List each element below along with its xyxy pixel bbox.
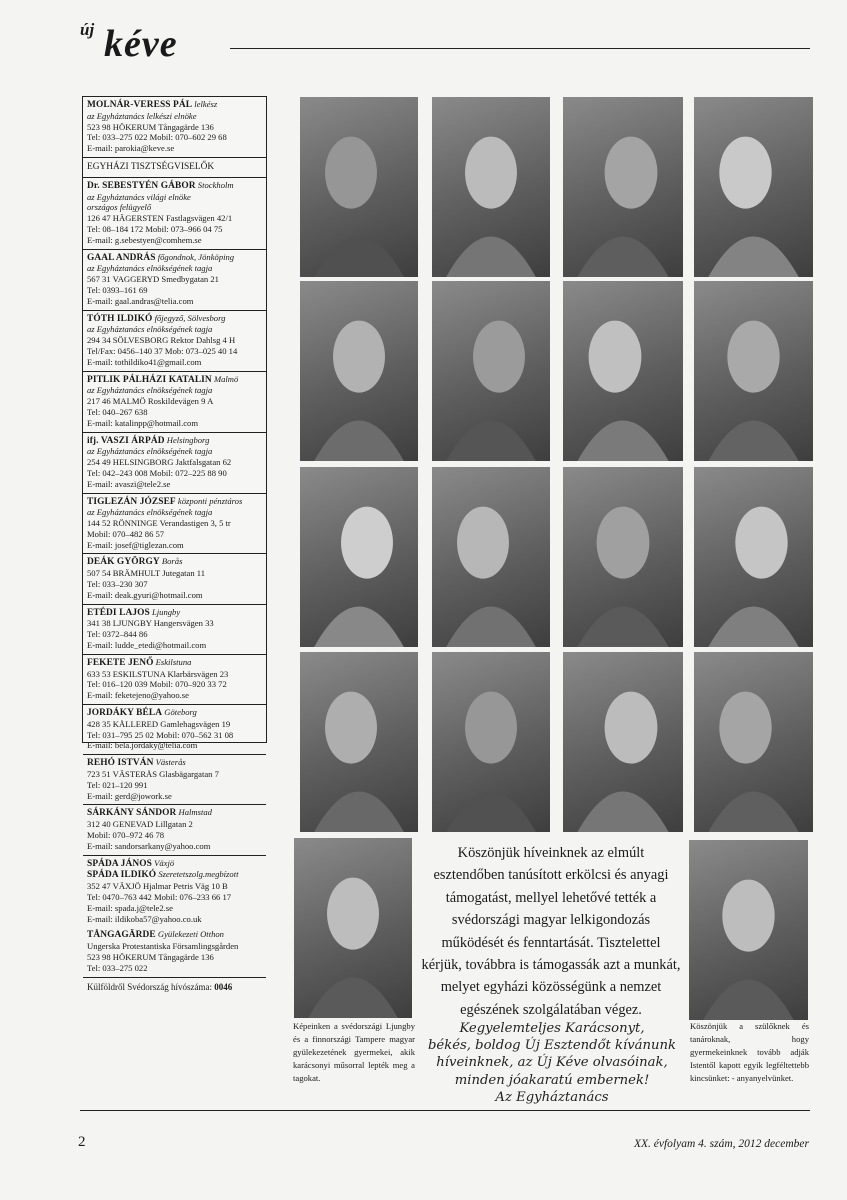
child-photo: [432, 467, 550, 647]
entry-name: TÅNGAGÄRDE: [87, 930, 156, 941]
entry-place-2: Szeretetszolg.megbízott: [158, 869, 239, 880]
entry-line: 126 47 HÄGERSTEN Fastlagsvägen 42/1: [87, 213, 233, 224]
entry-address: 523 98 HÖKERUM Tångagärde 136: [87, 121, 214, 132]
child-photo: [694, 467, 813, 647]
officer-entry: [83, 554, 266, 604]
entry-line: Ungerska Protestantiska Församlingsgården: [87, 941, 239, 952]
entry-role: az Egyháztanács elnökségének tagja: [87, 263, 213, 274]
child-photo: [563, 467, 683, 647]
dialing-code-label: Külföldről Svédország hívószáma:: [87, 981, 212, 992]
entry-line: 217 46 MALMÖ Roskildevägen 9 A: [87, 396, 214, 407]
entry-email[interactable]: E-mail: feketejeno@yahoo.se: [87, 690, 189, 701]
child-photo: [300, 652, 418, 832]
officer-entry: [83, 655, 266, 705]
entry-role: az Egyháztanács világi elnöke: [87, 191, 191, 202]
entry-place: Borås: [161, 556, 183, 567]
entry-name: TÓTH ILDIKÓ: [87, 313, 153, 324]
child-photo: [563, 97, 683, 277]
dialing-code-note: [83, 978, 266, 997]
entry-email[interactable]: E-mail: parokia@keve.se: [87, 143, 175, 154]
entry-name: ETÉDI LAJOS: [87, 607, 150, 618]
entry-line: Mobil: 070–482 86 57: [87, 528, 165, 539]
dialing-code: 0046: [214, 981, 233, 992]
entry-name: FEKETE JENŐ: [87, 657, 154, 668]
entry-place: Västerås: [155, 757, 186, 768]
entry-line: Tel: 040–267 638: [87, 406, 148, 417]
child-photo: [432, 281, 550, 461]
entry-line: 144 52 RÖNNINGE Verandastigen 3, 5 tr: [87, 518, 231, 529]
child-photo: [563, 652, 683, 832]
entry-line: Tel: 0372–844 86: [87, 629, 148, 640]
entry-place: Helsingborg: [166, 434, 210, 445]
entry-role: az Egyháztanács elnökségének tagja: [87, 446, 213, 457]
issue-info: XX. évfolyam 4. szám, 2012 december: [633, 1138, 809, 1150]
greeting-line: Kegyelemteljes Karácsonyt,: [459, 1021, 645, 1036]
entry-email[interactable]: E-mail: deak.gyuri@hotmail.com: [87, 589, 203, 600]
masthead-title: kéve: [104, 23, 178, 65]
masthead-prefix: új: [80, 20, 95, 39]
entry-email[interactable]: E-mail: ildikoba57@yahoo.co.uk: [87, 913, 202, 924]
entry-place: főjegyző, Sölvesborg: [154, 312, 226, 323]
officer-entry: [83, 433, 266, 494]
entry-email[interactable]: E-mail: spada.j@tele2.se: [87, 902, 173, 913]
entry-place: Halmstad: [178, 807, 212, 818]
entry-address: 523 98 HÖKERUM Tångagärde 136: [87, 951, 214, 962]
entry-name-2: SPÁDA ILDIKÓ: [87, 870, 157, 881]
entry-email[interactable]: E-mail: g.sebestyen@comhem.se: [87, 234, 202, 245]
child-photo: [300, 467, 418, 647]
photo-caption-left: Képeinken a svédországi Ljungby és a finnországi Tampere magyar gyülekezetének gyermekei, akik karácsonyi műsorral lepték meg a tagokat.: [293, 1021, 415, 1083]
entry-role: az Egyháztanács elnökségének tagja: [87, 385, 213, 396]
entry-place: Gyülekezeti Otthon: [157, 929, 224, 940]
entry-place: lelkész: [194, 99, 218, 109]
officer-directory: [82, 96, 267, 992]
masthead: [80, 18, 810, 68]
entry-line: 341 38 LJUNGBY Hangersvägen 33: [87, 618, 214, 629]
entry-line: 254 49 HELSINGBORG Jaktfalsgatan 62: [87, 457, 232, 468]
entry-name: JORDÁKY BÉLA: [87, 708, 163, 719]
officer-list: [83, 178, 266, 928]
entry-name: ifj. VASZI ÁRPÁD: [87, 435, 165, 446]
entry-email[interactable]: E-mail: gerd@jowork.se: [87, 790, 172, 801]
entry-line: Tel: 042–243 008 Mobil: 072–225 88 90: [87, 467, 227, 478]
officer-entry: [83, 705, 266, 755]
entry-line: 633 53 ESKILSTUNA Klarbärsvägen 23: [87, 668, 229, 679]
child-photo: [694, 97, 813, 277]
entry-email[interactable]: E-mail: katalinpp@hotmail.com: [87, 417, 199, 428]
officer-entry: [83, 856, 266, 928]
home-entry: [83, 927, 266, 977]
entry-role: az Egyháztanács lelkészi elnöke: [87, 110, 197, 121]
entry-line: Tel: 016–120 039 Mobil: 070–920 33 72: [87, 679, 227, 690]
entry-line: 312 40 GENEVAD Lillgatan 2: [87, 819, 193, 830]
officer-entry: [83, 755, 266, 805]
entry-line: Tel: 021–120 991: [87, 779, 148, 790]
officer-entry: [83, 372, 266, 433]
greeting-line: békés, boldog Új Esztendőt kívánunk: [427, 1038, 676, 1054]
entry-name: PITLIK PÁLHÁZI KATALIN: [87, 374, 212, 385]
greeting-line: híveinknek, az Új Kéve olvasóinak,: [436, 1055, 668, 1071]
entry-line: 428 35 KÅLLERED Gamlehagsvägen 19: [87, 718, 231, 729]
child-photo: [294, 838, 412, 1018]
thanks-message: Köszönjük híveinknek az elmúlt esztendőben tanúsított erkölcsi és anyagi támogatást, mellyel lehetővé tették a svédországi magyar lelkigondozás működését és fenntartását. Tisztelettel kérjük, továbbra is támogassák azt a munkát, melyet egyházi közösségünk a nemzet egészének szolgálatában végez.: [421, 845, 681, 1018]
entry-place: Stockholm: [197, 179, 234, 190]
entry-line: 294 34 SÖLVESBORG Rektor Dahlsg 4 H: [87, 335, 236, 346]
officer-entry: [83, 605, 266, 655]
child-photo: [432, 97, 550, 277]
entry-email[interactable]: E-mail: gaal.andras@telia.com: [87, 295, 194, 306]
entry-line: Tel: 033–230 307: [87, 579, 148, 590]
entry-line: Tel: 031–795 25 02 Mobil: 070–562 31 08: [87, 729, 234, 740]
footer-rule: [80, 1110, 810, 1111]
entry-email[interactable]: E-mail: bela.jordaky@telia.com: [87, 740, 198, 751]
masthead-rule: [230, 48, 810, 49]
entry-place: központi pénztáros: [177, 495, 243, 506]
child-photo: [432, 652, 550, 832]
page-number: 2: [78, 1134, 86, 1150]
entry-line: Tel: 0470–763 442 Mobil: 076–233 66 17: [87, 892, 232, 902]
greeting-signature: Az Egyháztanács: [495, 1089, 609, 1105]
entry-line: Tel/Fax: 0456–140 37 Mob: 073–025 40 14: [87, 345, 238, 356]
entry-place: Malmö: [213, 373, 239, 384]
entry-place: Ljungby: [152, 606, 181, 617]
entry-line: 352 47 VÄXJÖ Hjalmar Petris Väg 10 B: [87, 881, 228, 892]
entry-name: SPÁDA JÁNOS: [87, 858, 152, 869]
child-photo: [689, 840, 808, 1020]
entry-email[interactable]: E-mail: ludde_etedi@hotmail.com: [87, 640, 207, 651]
officer-entry: [83, 311, 266, 372]
entry-phone: Tel: 033–275 022 Mobil: 070–602 29 68: [87, 132, 227, 143]
child-photo: [300, 97, 418, 277]
entry-name: Dr. SEBESTYÉN GÁBOR: [87, 180, 196, 191]
pastor-entry: [83, 97, 266, 158]
entry-place: Eskilstuna: [155, 656, 192, 667]
entry-name: REHÓ ISTVÁN: [87, 758, 154, 769]
child-photo: [694, 281, 813, 461]
child-photo: [694, 652, 813, 832]
entry-email[interactable]: E-mail: tothildiko41@gmail.com: [87, 356, 202, 367]
officer-entry: [83, 250, 266, 311]
entry-email[interactable]: E-mail: avaszi@tele2.se: [87, 478, 171, 489]
entry-name: GAAL ANDRÁS: [87, 252, 156, 263]
greeting-line: minden jóakaratú embernek!: [454, 1072, 650, 1088]
photo-caption-right: Köszönjük a szülőknek és tanároknak, hogy gyermekeinknek tovább adják Istentől kapott egyik legféltettebb kincsünket: - anyanyelvünket.: [690, 1021, 809, 1083]
entry-line: Tel: 0393–161 69: [87, 284, 148, 295]
entry-line: Tel: 08–184 172 Mobil: 073–966 04 75: [87, 223, 223, 234]
entry-role: az Egyháztanács elnökségének tagja: [87, 324, 213, 335]
section-label: EGYHÁZI TISZTSÉGVISELŐK: [83, 158, 266, 178]
entry-place: Växjö: [154, 857, 175, 868]
child-photo: [563, 281, 683, 461]
entry-place: főgondnok, Jönköping: [157, 251, 235, 262]
entry-name: SÁRKÁNY SÁNDOR: [87, 808, 177, 819]
officer-entry: [83, 178, 266, 250]
entry-line: 567 31 VAGGERYD Smedbygatan 21: [87, 274, 219, 285]
child-photo: [300, 281, 418, 461]
entry-role: országos felügyelő: [87, 202, 152, 213]
entry-name: DEÁK GYÖRGY: [87, 557, 160, 568]
entry-phone: Tel: 033–275 022: [87, 962, 148, 973]
officer-entry: [83, 805, 266, 855]
entry-place: Göteborg: [164, 707, 197, 718]
entry-line: 723 51 VÄSTERÅS Glasbägargatan 7: [87, 769, 219, 780]
entry-role: az Egyháztanács elnökségének tagja: [87, 507, 213, 518]
entry-email[interactable]: E-mail: josef@tiglezan.com: [87, 539, 184, 550]
officer-entry: [83, 494, 266, 555]
entry-name: TIGLEZÁN JÓZSEF: [87, 496, 176, 507]
entry-email[interactable]: E-mail: sandorsarkany@yahoo.com: [87, 840, 211, 851]
christmas-greeting: [420, 1020, 684, 1106]
entry-line: Mobil: 070–972 46 78: [87, 830, 165, 841]
entry-line: 507 54 BRÄMHULT Jutegatan 11: [87, 568, 206, 579]
entry-name: MOLNÁR-VERESS PÁL: [87, 100, 193, 110]
